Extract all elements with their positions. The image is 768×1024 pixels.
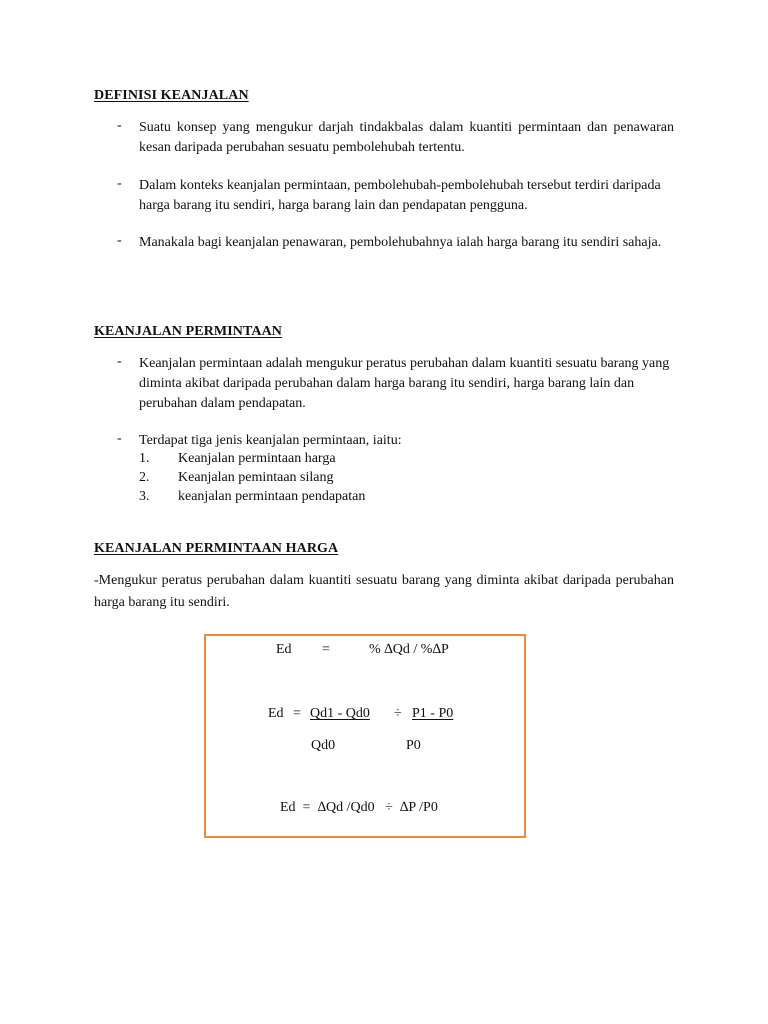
list-number: 2. — [139, 470, 150, 485]
formula-box — [204, 634, 526, 838]
formula-divide-sign: ÷ — [394, 706, 402, 721]
bullet-text: Manakala bagi keanjalan penawaran, pembolehubahnya ialah harga barang itu sendiri sahaja. — [139, 235, 662, 250]
formula-denominator-price: P0 — [406, 738, 421, 753]
formula-equals: = — [293, 706, 301, 721]
list-number: 1. — [139, 451, 150, 466]
formula-numerator-price: P1 - P0 — [412, 706, 454, 721]
bullet-dash: - — [117, 233, 122, 248]
list-text: Keanjalan pemintaan silang — [178, 470, 334, 485]
formula-delta-form: Ed = ∆Qd /Qd0 ÷ ∆P /P0 — [280, 800, 438, 815]
bullet-item — [117, 431, 674, 451]
bullet-dash: - — [117, 354, 122, 369]
heading-keanjalan-permintaan-harga: KEANJALAN PERMINTAAN HARGA — [94, 541, 339, 556]
bullet-text: Keanjalan permintaan adalah mengukur peratus perubahan dalam kuantiti sesuatu barang yang diminta akibat daripada perubahan dalam harga barang itu sendiri, harga barang lain dan perubahan dalam pendapatan. — [139, 356, 670, 411]
list-number: 3. — [139, 489, 150, 504]
bullet-item — [117, 233, 674, 253]
paragraph: -Mengukur peratus perubahan dalam kuantiti sesuatu barang yang diminta akibat daripada perubahan harga barang itu sendiri. — [94, 573, 674, 610]
bullet-item — [117, 118, 674, 158]
formula-denominator-quantity: Qd0 — [311, 738, 336, 753]
bullet-dash: - — [117, 118, 122, 133]
bullet-text: Dalam konteks keanjalan permintaan, pembolehubah-pembolehubah tersebut terdiri daripada harga barang itu sendiri, harga barang lain dan pendapatan pengguna. — [139, 178, 661, 213]
bullet-dash: - — [117, 176, 122, 191]
formula-equals: = — [322, 642, 330, 657]
formula-ed-label: Ed — [268, 706, 284, 721]
formula-numerator-quantity: Qd1 - Qd0 — [310, 706, 370, 721]
bullet-item — [117, 176, 674, 216]
heading-definisi-keanjalan: DEFINISI KEANJALAN — [94, 88, 249, 103]
heading-keanjalan-permintaan: KEANJALAN PERMINTAAN — [94, 324, 283, 339]
list-text: Keanjalan permintaan harga — [178, 451, 336, 466]
formula-ed-label: Ed — [276, 642, 292, 657]
bullet-text: Terdapat tiga jenis keanjalan permintaan, iaitu: — [139, 433, 402, 448]
list-text: keanjalan permintaan pendapatan — [178, 489, 366, 504]
formula-percent-ratio: % ∆Qd / %∆P — [369, 642, 449, 657]
bullet-item — [117, 354, 674, 414]
bullet-text: Suatu konsep yang mengukur darjah tindakbalas dalam kuantiti permintaan dan penawaran kesan daripada perubahan sesuatu pembolehubah tertentu. — [139, 120, 674, 155]
bullet-dash: - — [117, 431, 122, 446]
